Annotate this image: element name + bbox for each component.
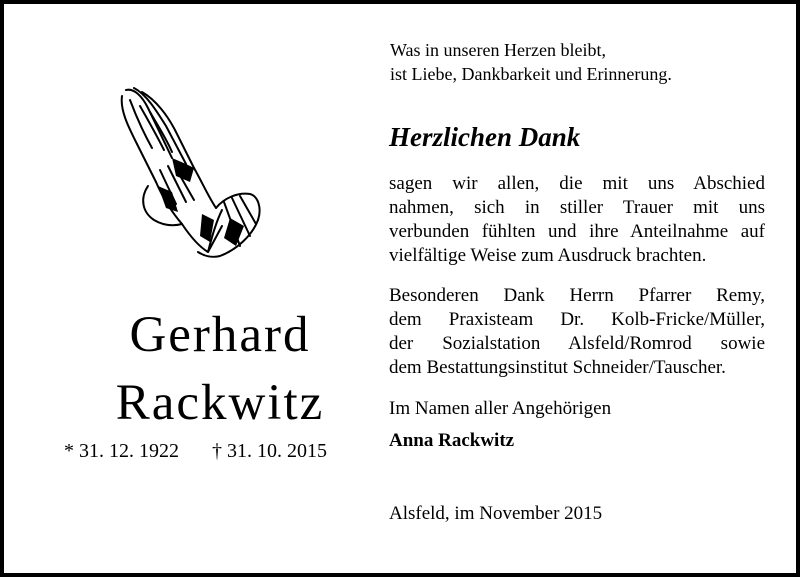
motto-quote	[390, 38, 672, 86]
paragraph-line: sagen wir allen, die mit uns Abschied	[389, 173, 765, 194]
greeting-line: Im Namen aller Angehörigen	[389, 398, 612, 419]
paragraph-line: der Sozialstation Alsfeld/Romrod sowie	[389, 333, 765, 354]
paragraph-line: dem Bestattungsinstitut Schneider/Tauscher.	[389, 357, 726, 378]
motto-line: Was in unseren Herzen bleibt,	[390, 40, 606, 60]
paragraph-line: vielfältige Weise zum Ausdruck brachten.	[389, 245, 707, 266]
praying-hands-icon	[112, 86, 272, 266]
special-thanks-paragraph	[389, 284, 765, 380]
paragraph-line: nahmen, sich in stiller Trauer mit uns	[389, 197, 765, 218]
motto-line: ist Liebe, Dankbarkeit und Erinnerung.	[390, 64, 672, 84]
paragraph-line: verbunden fühlten und ihre Anteilnahme auf	[389, 221, 765, 242]
place-date: Alsfeld, im November 2015	[389, 503, 603, 524]
thanks-heading: Herzlichen Dank	[389, 122, 581, 152]
paragraph-line: Besonderen Dank Herrn Pfarrer Remy,	[389, 285, 765, 306]
birth-date: * 31. 12. 1922	[64, 440, 179, 462]
deceased-first-name: Gerhard	[129, 307, 311, 363]
death-date: † 31. 10. 2015	[212, 440, 327, 462]
signer-name: Anna Rackwitz	[389, 430, 515, 451]
paragraph-line: dem Praxisteam Dr. Kolb-Fricke/Müller,	[389, 309, 765, 330]
deceased-last-name: Rackwitz	[115, 375, 325, 431]
thanks-paragraph	[389, 172, 765, 268]
